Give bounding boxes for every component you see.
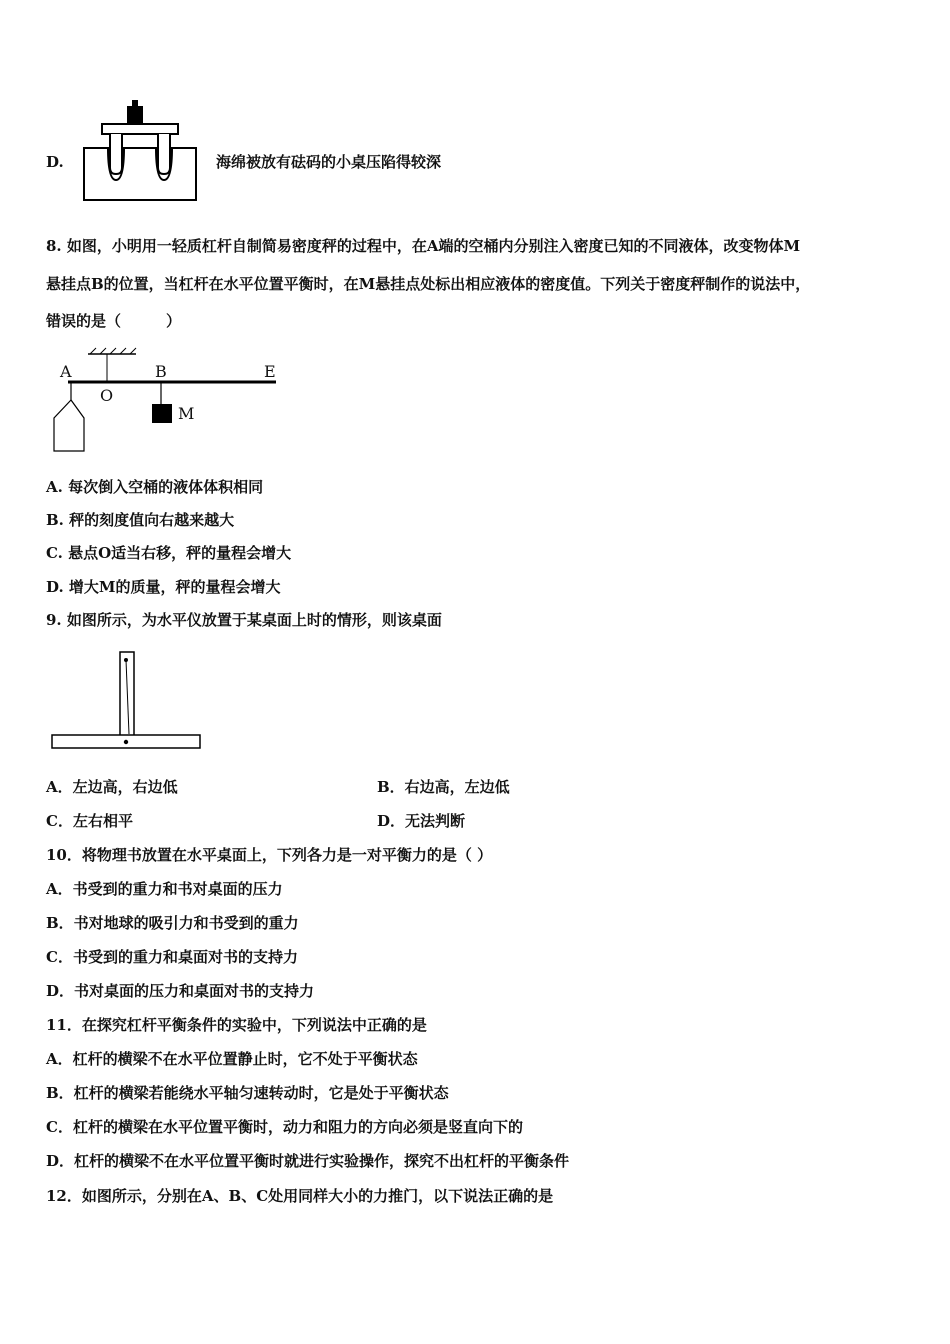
mass-m-block [152,404,172,423]
q10-option-a: A．书受到的重力和书对桌面的压力 [46,880,283,898]
q11-option-c: C．杠杆的横梁在水平位置平衡时，动力和阻力的方向必须是竖直向下的 [46,1118,523,1136]
q8-option-c: C. 悬点O适当右移，秤的量程会增大 [46,544,292,562]
q9-option-d: D．无法判断 [377,812,466,830]
q8-stem-line-2: 悬挂点B的位置，当杠杆在水平位置平衡时，在M悬挂点处标出相应液体的密度值。下列关于密度秤制作的说法中， [46,275,811,293]
q8-option-a: A. 每次倒入空桶的液体体积相同 [46,478,264,496]
q8-option-b: B. 秤的刻度值向右越来越大 [46,511,235,529]
level-instrument-figure [50,650,204,752]
q10-option-b: B．书对地球的吸引力和书受到的重力 [46,914,299,932]
q12-stem: 12．如图所示，分别在A、B、C处用同样大小的力推门，以下说法正确的是 [46,1187,554,1205]
q9-option-a: A．左边高，右边低 [46,778,178,796]
q8-stem-line-3: 错误的是（ ） [46,312,182,330]
q9-option-c: C．左右相平 [46,812,133,830]
q8-stem-line-1: 8. 如图，小明用一轻质杠杆自制简易密度秤的过程中，在A端的空桶内分别注入密度已知的不同液体，改变物体M [46,237,801,255]
q11-stem: 11．在探究杠杆平衡条件的实验中，下列说法中正确的是 [46,1016,427,1034]
lever-label-a: A [60,362,72,381]
q9-stem: 9. 如图所示，为水平仪放置于某桌面上时的情形，则该桌面 [46,611,442,629]
q11-option-d: D．杠杆的横梁不在水平位置平衡时就进行实验操作，探究不出杠杆的平衡条件 [46,1152,570,1170]
lever-label-m: M [178,404,195,423]
q7-option-d-label: D. [46,153,64,171]
q8-option-d: D. 增大M的质量，秤的量程会增大 [46,578,281,596]
q9-option-b: B．右边高，左边低 [377,778,510,796]
lever-label-o: O [100,386,114,405]
sponge-table-figure [80,98,200,204]
q11-option-a: A．杠杆的横梁不在水平位置静止时，它不处于平衡状态 [46,1050,418,1068]
q11-option-b: B．杠杆的横梁若能绕水平轴匀速转动时，它是处于平衡状态 [46,1084,449,1102]
q10-option-d: D．书对桌面的压力和桌面对书的支持力 [46,982,315,1000]
lever-label-b: B [155,362,167,381]
q7-option-d-text: 海绵被放有砝码的小桌压陷得较深 [216,153,442,171]
q10-option-c: C．书受到的重力和桌面对书的支持力 [46,948,298,966]
q10-stem: 10．将物理书放置在水平桌面上，下列各力是一对平衡力的是（ ） [46,846,493,864]
lever-label-e: E [264,362,276,381]
